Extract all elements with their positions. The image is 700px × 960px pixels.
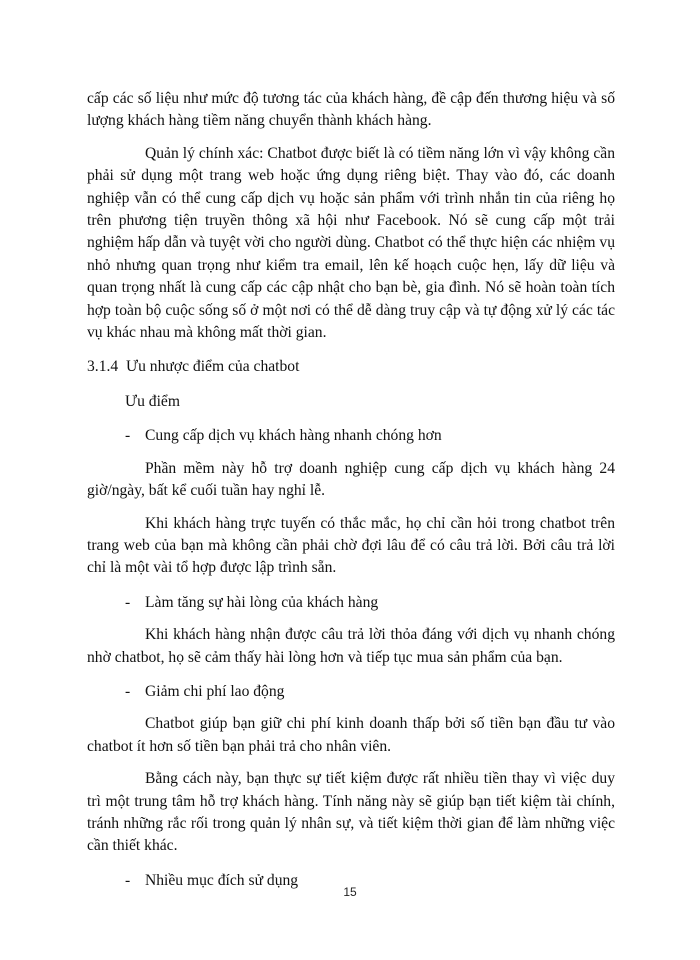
page-number: 15 [343,885,357,899]
bullet-dash: - [125,682,131,700]
paragraph-low-cost: Chatbot giúp bạn giữ chi phí kinh doanh thấp bởi số tiền bạn đầu tư vào chatbot ít hơn số tiền bạn phải trả cho nhân viên. [87,715,615,755]
section-heading [87,356,615,378]
bullet-item-satisfaction [87,592,615,614]
bullet-item-labor-cost [87,681,615,703]
bullet-dash: - [125,871,131,889]
bullet-label: Làm tăng sự hài lòng của khách hàng [145,593,379,611]
bullet-dash: - [125,593,131,611]
paragraph-quick-answers: Khi khách hàng trực tuyến có thắc mắc, họ chỉ cần hỏi trong chatbot trên trang web của bạn mà không cần phải chờ đợi lâu để có câu trả lời. Bởi câu trả lời chỉ là một vài tổ hợp được lập trình sẵn. [87,514,615,577]
bullet-label: Nhiều mục đích sử dụng [145,871,299,889]
page-content [87,88,615,892]
bullet-label: Cung cấp dịch vụ khách hàng nhanh chóng hơn [145,427,442,445]
paragraph-accurate-management: Quản lý chính xác: Chatbot được biết là có tiềm năng lớn vì vậy không cần phải sử dụng một trang web hoặc ứng dụng riêng biệt. Thay vào đó, các doanh nghiệp vẫn có thể cung cấp dịch vụ hoặc sản phẩm với trình nhắn tin của riêng họ trên phương tiện truyền thông xã hội như Facebook. Nó sẽ cung cấp một trải nghiệm hấp dẫn và tuyệt vời cho người dùng. Chatbot có thể thực hiện các nhiệm vụ nhỏ nhưng quan trọng như kiểm tra email, lên kế hoạch cuộc hẹn, lấy dữ liệu và quan trọng nhất là cung cấp các cập nhật cho bạn bè, gia đình. Nó sẽ hoàn toàn tích hợp toàn bộ cuộc sống số ở một nơi có thể dễ dàng truy cập và tự động xử lý các tác vụ khác nhau mà không mất thời gian. [87,144,615,342]
paragraph-intro-continuation: cấp các số liệu như mức độ tương tác của khách hàng, đề cập đến thương hiệu và số lượng khách hàng tiềm năng chuyển thành khách hàng. [87,90,615,130]
bullet-label: Giảm chi phí lao động [145,682,285,700]
paragraph-satisfaction: Khi khách hàng nhận được câu trả lời thỏa đáng với dịch vụ nhanh chóng nhờ chatbot, họ sẽ cảm thấy hài lòng hơn và tiếp tục mua sản phẩm của bạn. [87,626,615,666]
subheading-advantages: Ưu điểm [125,392,180,410]
paragraph-24h-support: Phần mềm này hỗ trợ doanh nghiệp cung cấp dịch vụ khách hàng 24 giờ/ngày, bất kể cuối tuần hay nghỉ lễ. [87,459,615,500]
section-number: 3.1.4 [87,358,119,376]
bullet-item-faster-service [87,425,615,447]
bullet-dash: - [125,427,131,445]
section-title: Ưu nhược điểm của chatbot [126,358,300,376]
paragraph-savings: Bằng cách này, bạn thực sự tiết kiệm được rất nhiều tiền thay vì việc duy trì một trung tâm hỗ trợ khách hàng. Tính năng này sẽ giúp bạn tiết kiệm tài chính, tránh những rắc rối trong quản lý nhân sự, và tiết kiệm thời gian để làm những việc cần thiết khác. [87,770,615,855]
